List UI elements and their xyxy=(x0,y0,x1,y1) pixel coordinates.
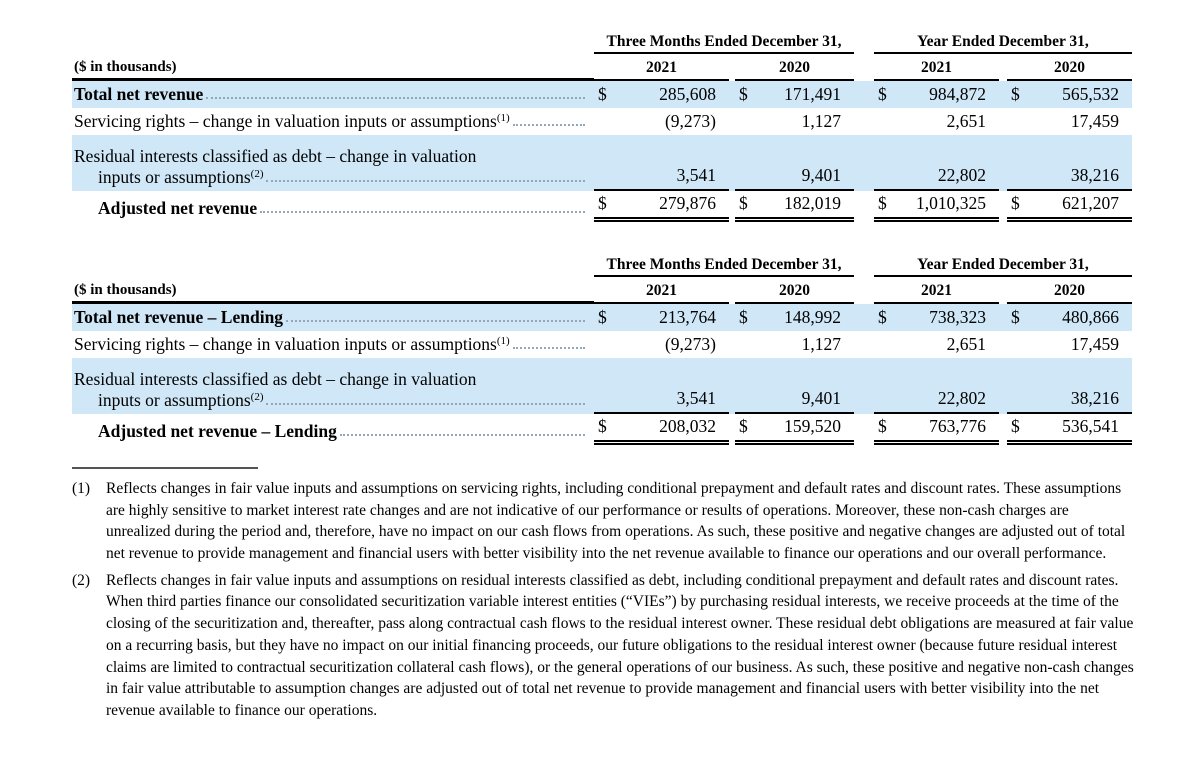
value-group xyxy=(874,358,999,414)
value-cell: 22,802 xyxy=(937,388,986,408)
table-row-adjusted-net-revenue xyxy=(72,191,1132,222)
row-label: Servicing rights – change in valuation inputs or assumptions$^{(1)}$ xyxy=(74,334,510,354)
value-group xyxy=(1007,135,1132,191)
row-label-cell xyxy=(72,108,594,135)
value-group xyxy=(594,135,729,191)
value-cell: 536,541 xyxy=(1062,416,1119,436)
dot-leader xyxy=(260,211,585,213)
value-cell: 17,459 xyxy=(1070,111,1119,131)
value-group xyxy=(594,331,729,358)
value-group xyxy=(874,331,999,358)
dot-leader xyxy=(266,403,585,405)
currency-symbol: $ xyxy=(739,307,748,327)
table-row-residual-interests xyxy=(72,358,1132,414)
value-group xyxy=(735,135,854,191)
value-cell: (9,273) xyxy=(664,111,716,131)
currency-symbol: $ xyxy=(878,84,887,104)
year-header: 2020 xyxy=(735,280,854,304)
dot-leader xyxy=(340,434,585,436)
table-row-residual-interests xyxy=(72,135,1132,191)
year-header: 2021 xyxy=(874,280,999,304)
value-cell: 3,541 xyxy=(676,388,716,408)
row-label: Adjusted net revenue – Lending xyxy=(98,421,337,441)
value-cell: 480,866 xyxy=(1062,307,1119,327)
spacer xyxy=(72,33,594,54)
value-group xyxy=(874,414,999,445)
value-cell: 2,651 xyxy=(946,334,986,354)
value-group xyxy=(594,414,729,445)
dot-leader xyxy=(266,180,585,182)
row-label-cell xyxy=(72,358,594,414)
dot-leader xyxy=(286,320,585,322)
value-cell: 2,651 xyxy=(946,111,986,131)
dot-leader xyxy=(513,347,585,349)
value-cell: 38,216 xyxy=(1070,165,1119,185)
value-cell: 9,401 xyxy=(801,165,841,185)
value-cell: 148,992 xyxy=(784,307,841,327)
row-label-line2: inputs or assumptions$^{(2)}$ xyxy=(98,167,264,187)
footnote-ref: (2) xyxy=(250,391,264,403)
adjusted-net-revenue-table xyxy=(72,33,1132,222)
value-cell: 22,802 xyxy=(937,165,986,185)
unit-label: ($ in thousands) xyxy=(72,57,594,81)
period-header-row xyxy=(72,256,1132,277)
value-cell: 213,764 xyxy=(659,307,716,327)
year-header-row xyxy=(72,57,1132,81)
row-label-cell xyxy=(72,331,594,358)
value-cell: 565,532 xyxy=(1062,84,1119,104)
value-cell: 3,541 xyxy=(676,165,716,185)
unit-label: ($ in thousands) xyxy=(72,280,594,304)
currency-symbol: $ xyxy=(878,307,887,327)
row-label: Servicing rights – change in valuation inputs or assumptions$^{(1)}$ xyxy=(74,111,510,131)
currency-symbol: $ xyxy=(878,416,887,436)
value-group xyxy=(594,81,729,108)
table-row-adjusted-net-revenue-lending xyxy=(72,414,1132,445)
spacer xyxy=(72,222,1132,256)
dot-leader xyxy=(513,124,585,126)
value-group xyxy=(1007,81,1132,108)
currency-symbol: $ xyxy=(598,84,607,104)
row-label-line2: inputs or assumptions$^{(2)}$ xyxy=(98,390,264,410)
value-cell: 182,019 xyxy=(784,193,841,213)
period-header-row xyxy=(72,33,1132,54)
currency-symbol: $ xyxy=(878,193,887,213)
value-cell: 38,216 xyxy=(1070,388,1119,408)
value-cell: 285,608 xyxy=(659,84,716,104)
currency-symbol: $ xyxy=(739,193,748,213)
footnote-marker: (1) xyxy=(72,480,91,497)
table-row-total-net-revenue xyxy=(72,81,1132,108)
currency-symbol: $ xyxy=(739,84,748,104)
value-group xyxy=(735,191,854,222)
value-cell: 621,207 xyxy=(1062,193,1119,213)
value-cell: 159,520 xyxy=(784,416,841,436)
year-header: 2020 xyxy=(1007,57,1132,81)
value-group xyxy=(594,358,729,414)
currency-symbol: $ xyxy=(598,416,607,436)
footnote-ref: (1) xyxy=(496,335,510,347)
value-cell: 9,401 xyxy=(801,388,841,408)
value-cell: 1,127 xyxy=(801,111,841,131)
value-group xyxy=(1007,358,1132,414)
value-group xyxy=(594,108,729,135)
year-header: 2020 xyxy=(735,57,854,81)
value-group xyxy=(735,304,854,331)
value-group xyxy=(1007,191,1132,222)
currency-symbol: $ xyxy=(598,193,607,213)
row-label-cell xyxy=(72,414,594,445)
footnote-text: Reflects changes in fair value inputs and assumptions on servicing rights, including conditional prepayment and default rates and discount rates. These assumptions are highly sensitive to market interest rate changes and are not indicative of our performance or results of operations. Moreover, these non-cash charges are unrealized during the period and, therefore, have no impact on our cash flows from operations. As such, these positive and negative changes are adjusted out of total net revenue to provide management and financial users with better visibility into the net revenue available to finance our operations and our overall performance. xyxy=(106,480,1126,563)
currency-symbol: $ xyxy=(1011,416,1020,436)
value-group xyxy=(735,81,854,108)
footnotes-section xyxy=(72,478,1134,722)
year-header: 2020 xyxy=(1007,280,1132,304)
value-group xyxy=(874,304,999,331)
period-header-three-months: Three Months Ended December 31, xyxy=(594,256,854,277)
row-label: Adjusted net revenue xyxy=(98,198,258,218)
table-row-servicing-rights xyxy=(72,331,1132,358)
value-group xyxy=(874,135,999,191)
value-cell: 1,010,325 xyxy=(916,193,986,213)
value-group xyxy=(874,108,999,135)
period-header-three-months: Three Months Ended December 31, xyxy=(594,33,854,54)
value-group xyxy=(735,358,854,414)
row-label: Total net revenue xyxy=(74,84,204,104)
value-group xyxy=(1007,414,1132,445)
year-header: 2021 xyxy=(874,57,999,81)
value-group xyxy=(735,108,854,135)
row-label-line1: Residual interests classified as debt – change in valuation xyxy=(74,146,477,166)
table-row-total-net-revenue-lending xyxy=(72,304,1132,331)
value-group xyxy=(735,414,854,445)
currency-symbol: $ xyxy=(1011,193,1020,213)
footnote-divider xyxy=(72,467,258,469)
row-label-line1: Residual interests classified as debt – change in valuation xyxy=(74,369,477,389)
value-cell: 17,459 xyxy=(1070,334,1119,354)
footnote-1 xyxy=(72,478,1134,565)
footnote-marker: (2) xyxy=(72,571,91,589)
table-row-servicing-rights xyxy=(72,108,1132,135)
row-label-cell xyxy=(72,191,594,222)
row-label-cell xyxy=(72,304,594,331)
currency-symbol: $ xyxy=(598,307,607,327)
dot-leader xyxy=(206,97,585,99)
value-group xyxy=(594,191,729,222)
footnote-ref: (1) xyxy=(496,112,510,124)
value-group xyxy=(735,331,854,358)
value-cell: 984,872 xyxy=(929,84,986,104)
footnote-2 xyxy=(72,570,1134,722)
row-label-cell xyxy=(72,81,594,108)
value-group xyxy=(594,304,729,331)
value-cell: 279,876 xyxy=(659,193,716,213)
currency-symbol: $ xyxy=(1011,307,1020,327)
value-cell: 208,032 xyxy=(659,416,716,436)
value-cell: (9,273) xyxy=(664,334,716,354)
footnote-ref: (2) xyxy=(250,168,264,180)
adjusted-net-revenue-lending-table xyxy=(72,256,1132,445)
value-group xyxy=(1007,331,1132,358)
year-header-row xyxy=(72,280,1132,304)
period-header-year: Year Ended December 31, xyxy=(874,256,1132,277)
currency-symbol: $ xyxy=(739,416,748,436)
value-group xyxy=(1007,304,1132,331)
footnote-text: Reflects changes in fair value inputs and assumptions on residual interests classified as debt, including conditional prepayment and default rates and discount rates. When third parties finance our consolidated securitization variable interest entities (“VIEs”) by purchasing residual interests, we receive proceeds at the time of the closing of the securitization and, thereafter, pass along contractual cash flows to the residual interest owner. These residual debt obligations are measured at fair value on a recurring basis, but they have no impact on our initial financing proceeds, our future obligations to the residual interest owner (because future residual interest claims are limited to contractual securitization collateral cash flows), or the general operations of our business. As such, these positive and negative non-cash changes in fair value attributable to assumption changes are adjusted out of total net revenue to provide management and financial users with better visibility into the net revenue available to finance our operations. xyxy=(106,571,1134,719)
value-cell: 1,127 xyxy=(801,334,841,354)
value-group xyxy=(1007,108,1132,135)
currency-symbol: $ xyxy=(1011,84,1020,104)
value-cell: 763,776 xyxy=(929,416,986,436)
row-label: Total net revenue – Lending xyxy=(74,307,284,327)
year-header: 2021 xyxy=(594,57,729,81)
value-group xyxy=(874,191,999,222)
row-label-cell xyxy=(72,135,594,191)
period-header-year: Year Ended December 31, xyxy=(874,33,1132,54)
year-header: 2021 xyxy=(594,280,729,304)
value-cell: 171,491 xyxy=(784,84,841,104)
value-group xyxy=(874,81,999,108)
value-cell: 738,323 xyxy=(929,307,986,327)
spacer xyxy=(72,256,594,277)
